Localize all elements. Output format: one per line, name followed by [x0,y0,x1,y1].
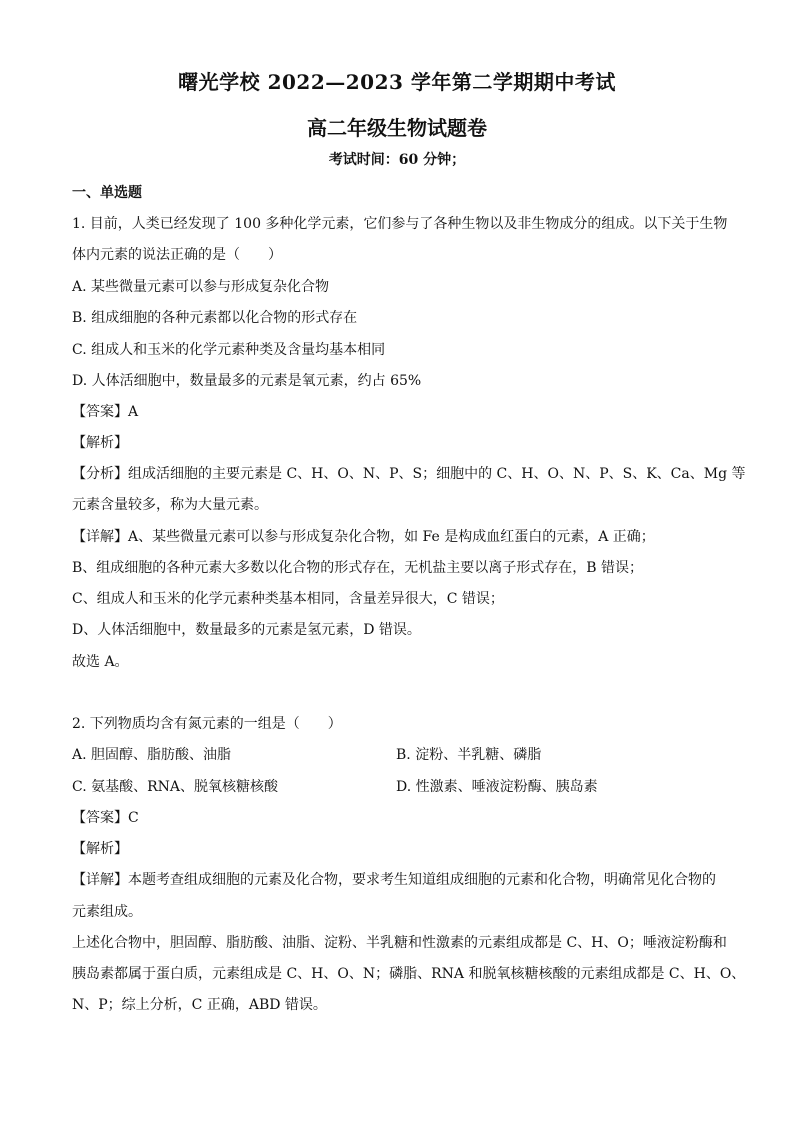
q2-option-a: A. 胆固醇、脂肪酸、油脂 [72,747,232,763]
q1-xiangjie-b: B、组成细胞的各种元素大多数以化合物的形式存在，无机盐主要以离子形式存在，B 错误； [72,560,644,576]
q2-analysis-label: 【解析】 [72,841,128,857]
q2-answer: 【答案】C [72,810,139,826]
q2-body-line1: 上述化合物中，胆固醇、脂肪酸、油脂、淀粉、半乳糖和性激素的元素组成都是 C、H、O；唾液淀粉酶和 [72,935,727,951]
q1-option-b: B. 组成细胞的各种元素都以化合物的形式存在 [72,310,358,326]
q1-xiangjie-c: C、组成人和玉米的化学元素种类基本相同，含量差异很大，C 错误； [72,591,504,607]
q2-option-b: B. 淀粉、半乳糖、磷脂 [396,747,542,763]
q1-xiangjie-a: 【详解】A、某些微量元素可以参与形成复杂化合物，如 Fe 是构成血红蛋白的元素，A 正确； [72,529,655,545]
section-title: 一、单选题 [72,185,142,201]
q2-body-line3: N、P；综上分析，C 正确，ABD 错误。 [72,997,327,1013]
exam-title: 曙光学校 2022—2023 学年第二学期期中考试 [178,70,616,94]
q1-analysis-label: 【解析】 [72,435,128,451]
q1-option-d: D. 人体活细胞中，数量最多的元素是氧元素，约占 65% [72,373,422,389]
q2-body-line2: 胰岛素都属于蛋白质，元素组成是 C、H、O、N；磷脂、RNA 和脱氧核糖核酸的元素组成都是 C、H、O、 [72,966,746,982]
q1-stem-line2: 体内元素的说法正确的是（ ） [72,247,282,263]
q1-answer: 【答案】A [72,404,139,420]
q2-option-d: D. 性激素、唾液淀粉酶、胰岛素 [396,779,598,795]
q1-fenxi-line2: 元素含量较多，称为大量元素。 [72,497,268,513]
exam-subtitle: 高二年级生物试题卷 [307,116,487,140]
q1-stem-line1: 1. 目前，人类已经发现了 100 多种化学元素，它们参与了各种生物以及非生物成分的组成。以下关于生物 [72,216,728,232]
q1-fenxi-line1: 【分析】组成活细胞的主要元素是 C、H、O、N、P、S；细胞中的 C、H、O、N、P、S、K、Ca、Mg 等 [72,466,746,482]
q1-option-a: A. 某些微量元素可以参与形成复杂化合物 [72,279,330,295]
q2-xiangjie-line2: 元素组成。 [72,904,142,920]
q2-stem: 2. 下列物质均含有氮元素的一组是（ ） [72,716,342,732]
q2-xiangjie-line1: 【详解】本题考查组成细胞的元素及化合物，要求考生知道组成细胞的元素和化合物，明确常见化合物的 [72,872,716,888]
q2-option-c: C. 氨基酸、RNA、脱氧核糖核酸 [72,779,279,795]
q1-xiangjie-d: D、人体活细胞中，数量最多的元素是氢元素，D 错误。 [72,622,421,638]
exam-time: 考试时间：60 分钟； [328,152,466,168]
q1-conclusion: 故选 A。 [72,654,129,670]
q1-option-c: C. 组成人和玉米的化学元素种类及含量均基本相同 [72,342,386,358]
